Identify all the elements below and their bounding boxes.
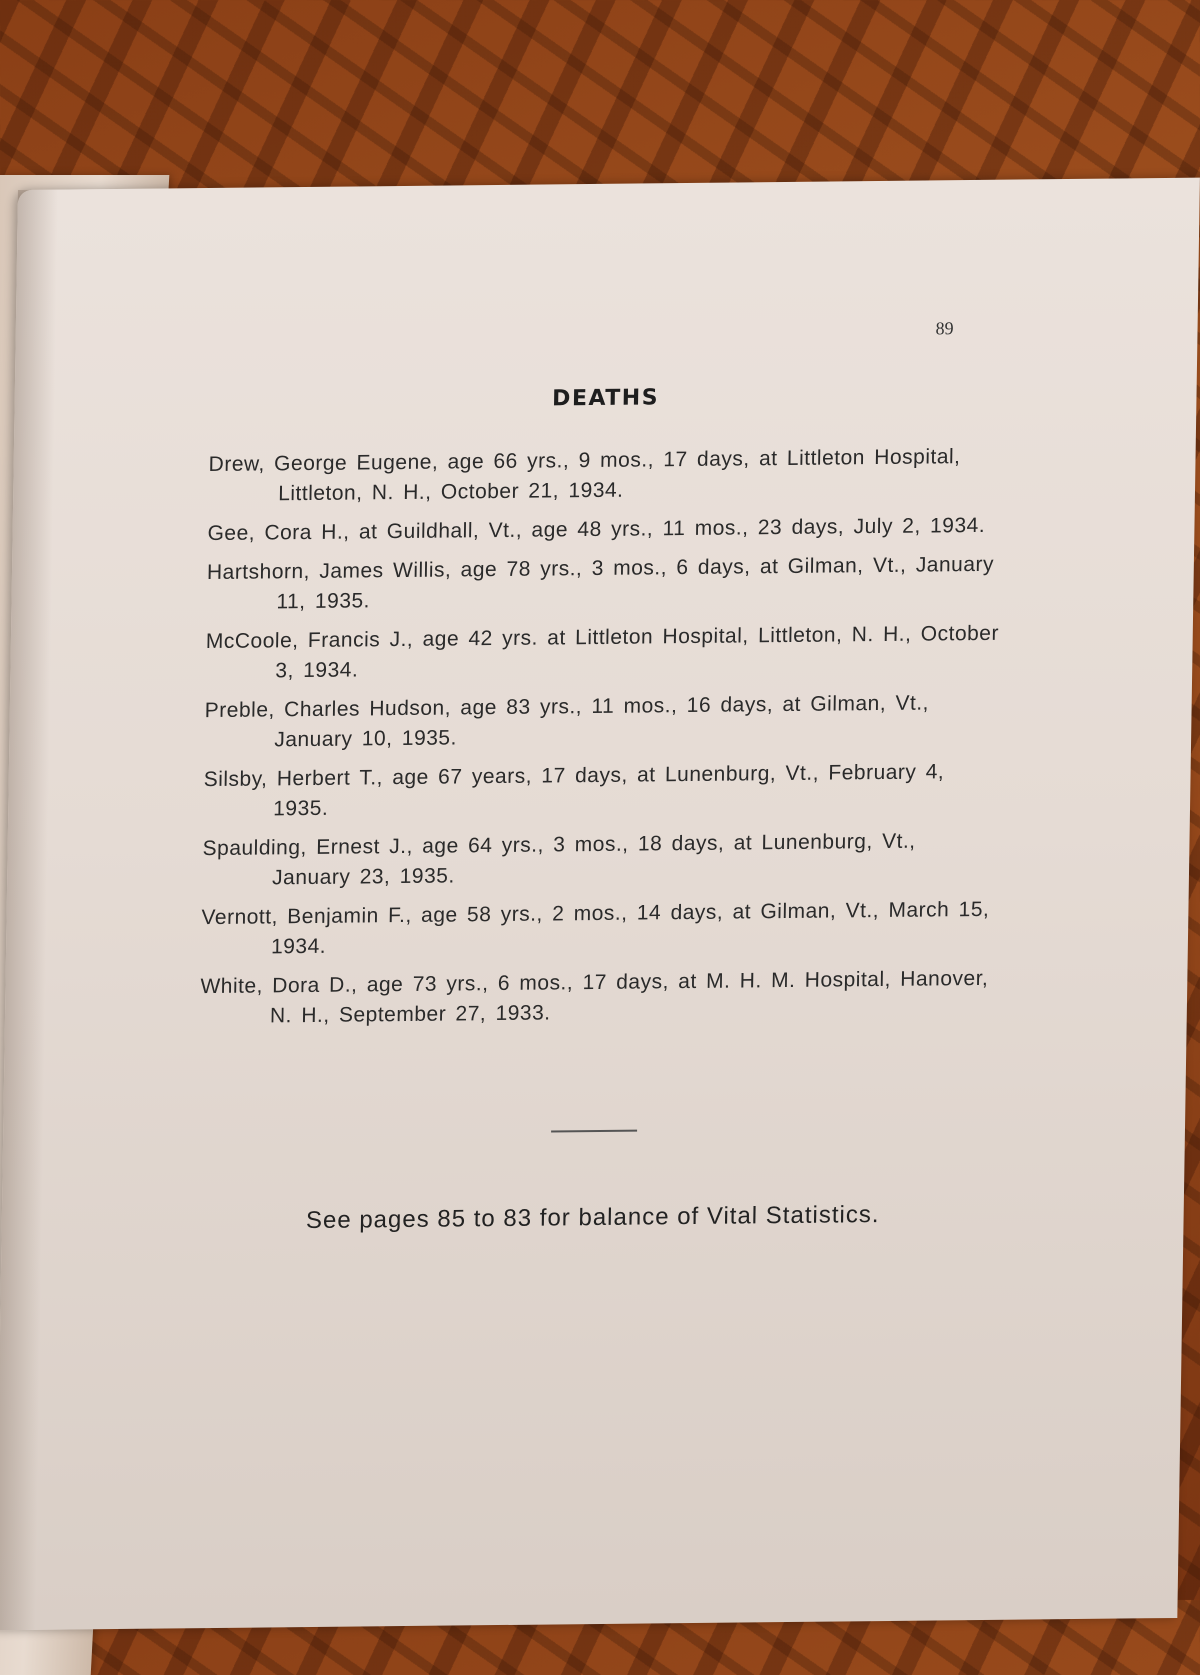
death-entry: Vernott, Benjamin F., age 58 yrs., 2 mos., 14 days, at Gilman, Vt., March 15, 1934. bbox=[201, 897, 990, 959]
section-divider bbox=[551, 1130, 637, 1133]
death-entry: Drew, George Eugene, age 66 yrs., 9 mos., 17 days, at Littleton Hospital, Littleton, N. H., October 21, 1934. bbox=[208, 445, 961, 506]
death-entry: Silsby, Herbert T., age 67 years, 17 days, at Lunenburg, Vt., February 4, 1935. bbox=[203, 760, 945, 821]
page-title: DEATHS bbox=[551, 385, 660, 412]
death-entry: Gee, Cora H., at Guildhall, Vt., age 48 yrs., 11 mos., 23 days, July 2, 1934. bbox=[207, 513, 986, 546]
death-entries-list bbox=[200, 442, 1009, 1042]
page-number: 89 bbox=[935, 318, 954, 339]
death-entry: Preble, Charles Hudson, age 83 yrs., 11 mos., 16 days, at Gilman, Vt., January 10, 1935. bbox=[204, 691, 930, 752]
book-page bbox=[0, 178, 1200, 1631]
death-entry: White, Dora D., age 73 yrs., 6 mos., 17 days, at M. H. M. Hospital, Hanover, N. H., September 27, 1933. bbox=[200, 966, 989, 1028]
death-entry: Hartshorn, James Willis, age 78 yrs., 3 mos., 6 days, at Gilman, Vt., January 11, 1935. bbox=[206, 552, 995, 614]
death-entry: Spaulding, Ernest J., age 64 yrs., 3 mos., 18 days, at Lunenburg, Vt., January 23, 1935. bbox=[202, 829, 916, 890]
death-entry: McCoole, Francis J., age 42 yrs. at Littleton Hospital, Littleton, N. H., October 3, 1934. bbox=[205, 621, 1000, 683]
footer-note: See pages 85 to 83 for balance of Vital Statistics. bbox=[305, 1201, 880, 1235]
